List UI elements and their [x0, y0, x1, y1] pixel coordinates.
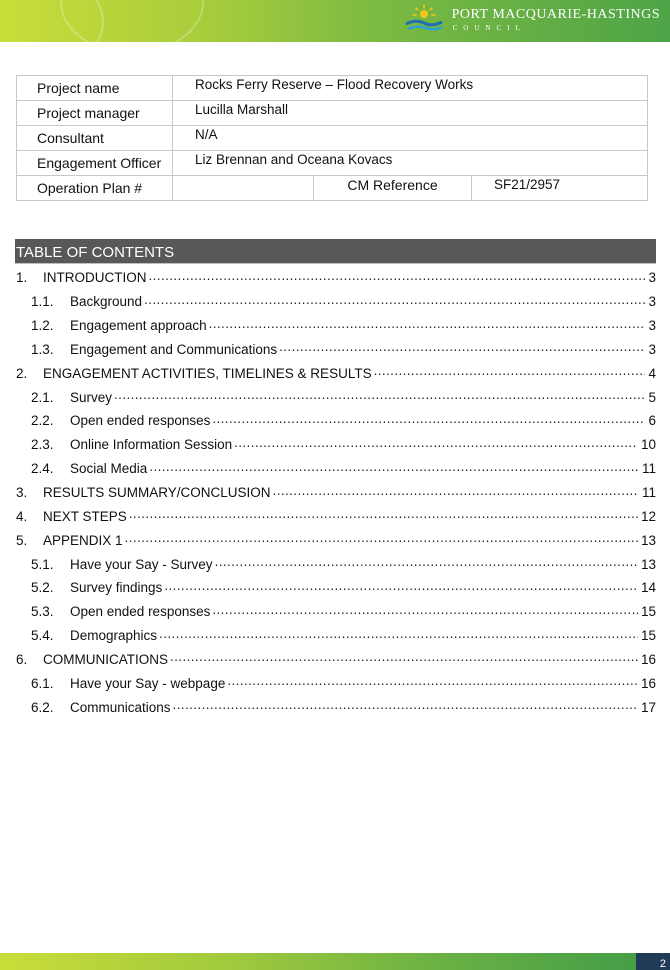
- toc-entry[interactable]: [16, 266, 656, 290]
- toc-entry-page: 6: [648, 413, 656, 429]
- toc-entry-number: 2.1.: [31, 389, 54, 405]
- project-manager-label: Project manager: [37, 105, 140, 121]
- sun-waves-logo-icon: [404, 4, 444, 36]
- toc-entry-title[interactable]: Communications: [70, 699, 171, 715]
- toc-dot-leader: [129, 509, 638, 523]
- toc-entry-title[interactable]: Survey findings: [70, 580, 163, 596]
- toc-entry-page: 10: [640, 437, 656, 453]
- toc-entry-page: 14: [640, 580, 656, 596]
- toc-entry[interactable]: [16, 481, 656, 505]
- toc-entry-page: 5: [648, 389, 656, 405]
- toc-entry-page: 3: [648, 294, 656, 310]
- toc-entry-number: 5.4.: [31, 628, 54, 644]
- toc-entry-page: 17: [640, 699, 656, 715]
- toc-entry-page: 3: [648, 341, 656, 357]
- footer-band: [0, 953, 670, 970]
- council-logo: [404, 2, 660, 38]
- toc-entry-title[interactable]: COMMUNICATIONS: [43, 651, 168, 667]
- toc-entry[interactable]: [16, 504, 656, 528]
- toc-dot-leader: [149, 462, 639, 476]
- toc-entry-title[interactable]: Have your Say - Survey: [70, 556, 213, 572]
- toc-dot-leader: [209, 319, 646, 333]
- toc-entry-number: 5.1.: [31, 556, 54, 572]
- toc-entry-page: 12: [640, 508, 656, 524]
- toc-entry-number: 1.2.: [31, 318, 54, 334]
- toc-entry-title[interactable]: Social Media: [70, 461, 148, 477]
- toc-entry-number: 2.4.: [31, 461, 54, 477]
- toc-entry-title[interactable]: RESULTS SUMMARY/CONCLUSION: [43, 485, 271, 501]
- toc-entry[interactable]: [16, 314, 656, 338]
- toc-dot-leader: [144, 295, 645, 309]
- toc-entry-number: 6.1.: [31, 675, 54, 691]
- toc-entry-page: 11: [641, 485, 656, 501]
- toc-entry-number: 2.: [16, 365, 28, 381]
- toc-entry-title[interactable]: Open ended responses: [70, 604, 211, 620]
- toc-dot-leader: [215, 557, 638, 571]
- table-of-contents: [16, 266, 656, 719]
- project-manager-value: Lucilla Marshall: [195, 102, 289, 117]
- header-band: [0, 0, 670, 42]
- toc-entry[interactable]: [16, 361, 656, 385]
- toc-entry[interactable]: [16, 409, 656, 433]
- toc-entry-title[interactable]: APPENDIX 1: [43, 532, 123, 548]
- engagement-officer-value: Liz Brennan and Oceana Kovacs: [195, 152, 393, 167]
- toc-entry-page: 15: [640, 604, 656, 620]
- toc-entry-page: 3: [648, 270, 656, 286]
- toc-dot-leader: [227, 676, 638, 690]
- toc-entry[interactable]: [16, 290, 656, 314]
- toc-entry-title[interactable]: ENGAGEMENT ACTIVITIES, TIMELINES & RESULTS: [43, 365, 372, 381]
- toc-entry-number: 1.3.: [31, 341, 54, 357]
- toc-entry-title[interactable]: Online Information Session: [70, 437, 233, 453]
- toc-dot-leader: [273, 486, 639, 500]
- operation-plan-value: [173, 176, 313, 177]
- toc-divider: [15, 263, 656, 264]
- toc-entry-title[interactable]: Engagement and Communications: [70, 341, 278, 357]
- page-number: 2: [659, 958, 666, 970]
- toc-entry-title[interactable]: Background: [70, 294, 143, 310]
- toc-entry[interactable]: [16, 385, 656, 409]
- toc-entry-title[interactable]: Engagement approach: [70, 318, 207, 334]
- toc-entry-number: 5.2.: [31, 580, 54, 596]
- table-row: [17, 76, 648, 101]
- toc-entry-number: 6.2.: [31, 699, 54, 715]
- toc-dot-leader: [212, 605, 638, 619]
- table-row: [17, 101, 648, 126]
- toc-dot-leader: [173, 700, 638, 714]
- logo-title: PORT MACQUARIE-HASTINGS: [451, 7, 660, 22]
- project-details-table: [16, 75, 648, 201]
- toc-entry-page: 13: [640, 556, 656, 572]
- project-name-label: Project name: [37, 80, 120, 96]
- engagement-officer-label: Engagement Officer: [37, 155, 162, 171]
- toc-entry[interactable]: [16, 338, 656, 362]
- toc-dot-leader: [234, 438, 638, 452]
- toc-entry-number: 5.3.: [31, 604, 54, 620]
- toc-entry-page: 11: [641, 461, 656, 477]
- page-number-box: [636, 953, 670, 970]
- toc-entry-page: 3: [648, 318, 656, 334]
- toc-entry[interactable]: [16, 695, 656, 719]
- project-name-value: Rocks Ferry Reserve – Flood Recovery Works: [195, 77, 474, 92]
- toc-entry-number: 1.: [16, 270, 28, 286]
- toc-dot-leader: [125, 533, 638, 547]
- logo-subtitle: COUNCIL: [452, 24, 526, 32]
- toc-dot-leader: [159, 629, 638, 643]
- toc-entry-title[interactable]: NEXT STEPS: [43, 508, 127, 524]
- toc-entry[interactable]: [16, 624, 656, 648]
- toc-dot-leader: [374, 366, 646, 380]
- consultant-label: Consultant: [37, 130, 104, 146]
- toc-entry-title[interactable]: INTRODUCTION: [43, 270, 147, 286]
- toc-entry-title[interactable]: Survey: [70, 389, 113, 405]
- toc-dot-leader: [114, 390, 645, 404]
- table-row: [17, 176, 648, 201]
- cm-reference-label: CM Reference: [347, 177, 438, 193]
- toc-entry[interactable]: [16, 600, 656, 624]
- operation-plan-label: Operation Plan #: [37, 180, 143, 196]
- toc-entry-number: 1.1.: [31, 294, 54, 310]
- toc-entry-page: 16: [640, 675, 656, 691]
- toc-dot-leader: [149, 271, 646, 285]
- toc-dot-leader: [279, 342, 645, 356]
- toc-entry[interactable]: [16, 648, 656, 672]
- toc-entry[interactable]: [16, 552, 656, 576]
- decorative-swirl: [60, 0, 204, 42]
- toc-entry-number: 2.2.: [31, 413, 54, 429]
- toc-heading-text: TABLE OF CONTENTS: [16, 243, 175, 261]
- toc-entry[interactable]: [16, 457, 656, 481]
- toc-entry[interactable]: [16, 576, 656, 600]
- cm-reference-value: SF21/2957: [494, 177, 561, 192]
- toc-entry-number: 4.: [16, 508, 28, 524]
- toc-entry-page: 13: [640, 532, 656, 548]
- toc-entry-page: 15: [640, 628, 656, 644]
- toc-entry-page: 4: [648, 365, 656, 381]
- toc-dot-leader: [164, 581, 638, 595]
- toc-entry-number: 3.: [16, 485, 28, 501]
- toc-entry-title[interactable]: Open ended responses: [70, 413, 211, 429]
- table-row: [17, 126, 648, 151]
- toc-dot-leader: [170, 652, 638, 666]
- consultant-value: N/A: [195, 127, 218, 142]
- toc-entry-number: 6.: [16, 651, 28, 667]
- toc-entry-number: 5.: [16, 532, 28, 548]
- toc-entry-page: 16: [640, 651, 656, 667]
- toc-entry[interactable]: [16, 433, 656, 457]
- toc-entry-title[interactable]: Demographics: [70, 628, 158, 644]
- toc-entry-title[interactable]: Have your Say - webpage: [70, 675, 226, 691]
- table-row: [17, 151, 648, 176]
- toc-entry-number: 2.3.: [31, 437, 54, 453]
- toc-entry[interactable]: [16, 671, 656, 695]
- toc-entry[interactable]: [16, 528, 656, 552]
- toc-dot-leader: [212, 414, 645, 428]
- toc-heading: [15, 239, 656, 263]
